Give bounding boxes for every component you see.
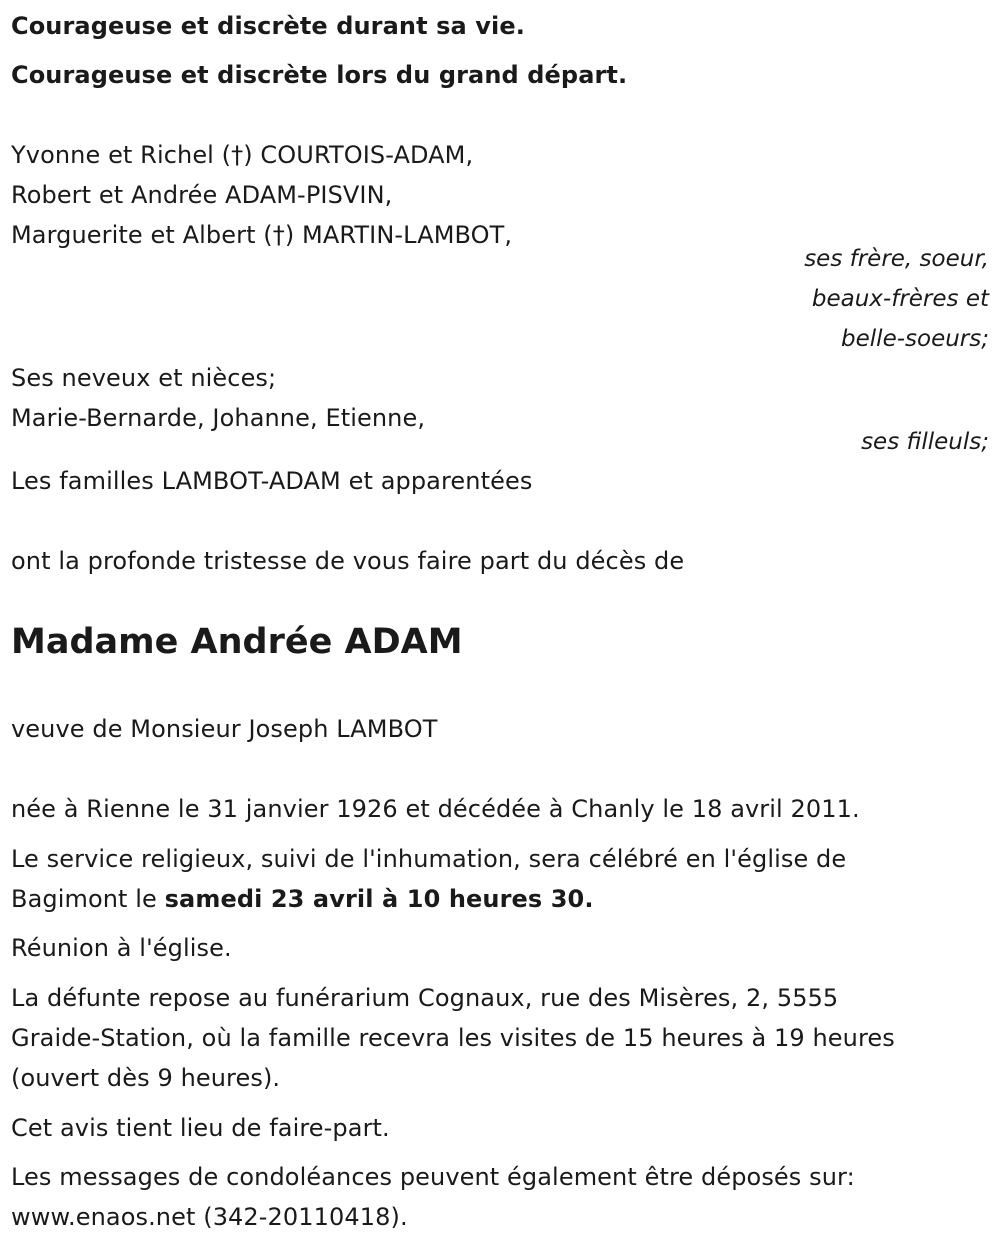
condolences-line-1: Les messages de condoléances peuvent également être déposés sur: <box>11 1163 855 1191</box>
funeral-home-line-3: (ouvert dès 9 heures). <box>11 1064 281 1092</box>
godchildren-role: ses filleuls; <box>861 429 989 455</box>
deceased-name: Madame Andrée ADAM <box>11 622 463 662</box>
announcement: ont la profonde tristesse de vous faire part du décès de <box>11 547 685 575</box>
siblings-role-line-2: beaux-frères et <box>811 286 989 312</box>
nephews-nieces: Ses neveux et nièces; <box>11 364 277 392</box>
condolences-line-2: www.enaos.net (342-20110418). <box>11 1203 408 1231</box>
sibling-1: Yvonne et Richel (†) COURTOIS-ADAM, <box>11 141 474 169</box>
service-date: samedi 23 avril à 10 heures 30. <box>164 885 594 913</box>
meeting: Réunion à l'église. <box>11 934 232 962</box>
birth-death: née à Rienne le 31 janvier 1926 et décédée à Chanly le 18 avril 2011. <box>11 795 860 823</box>
notice: Cet avis tient lieu de faire-part. <box>11 1114 390 1142</box>
siblings-role-line-3: belle-soeurs; <box>841 326 989 352</box>
godchildren: Marie-Bernarde, Johanne, Etienne, <box>11 404 426 432</box>
funeral-home-line-2: Graide-Station, où la famille recevra les visites de 15 heures à 19 heures <box>11 1024 895 1052</box>
widow-of: veuve de Monsieur Joseph LAMBOT <box>11 715 438 743</box>
service-line-2 <box>11 885 594 913</box>
service-place: Bagimont le <box>11 885 165 913</box>
siblings-role-line-1: ses frère, soeur, <box>804 246 989 272</box>
families-line: Les familles LAMBOT-ADAM et apparentées <box>11 467 533 495</box>
sibling-2: Robert et Andrée ADAM-PISVIN, <box>11 181 393 209</box>
motto-line-2: Courageuse et discrète lors du grand départ. <box>11 61 628 89</box>
motto-line-1: Courageuse et discrète durant sa vie. <box>11 12 525 40</box>
sibling-3: Marguerite et Albert (†) MARTIN-LAMBOT, <box>11 221 513 249</box>
service-line-1: Le service religieux, suivi de l'inhumation, sera célébré en l'église de <box>11 845 847 873</box>
funeral-home-line-1: La défunte repose au funérarium Cognaux, rue des Misères, 2, 5555 <box>11 984 839 1012</box>
